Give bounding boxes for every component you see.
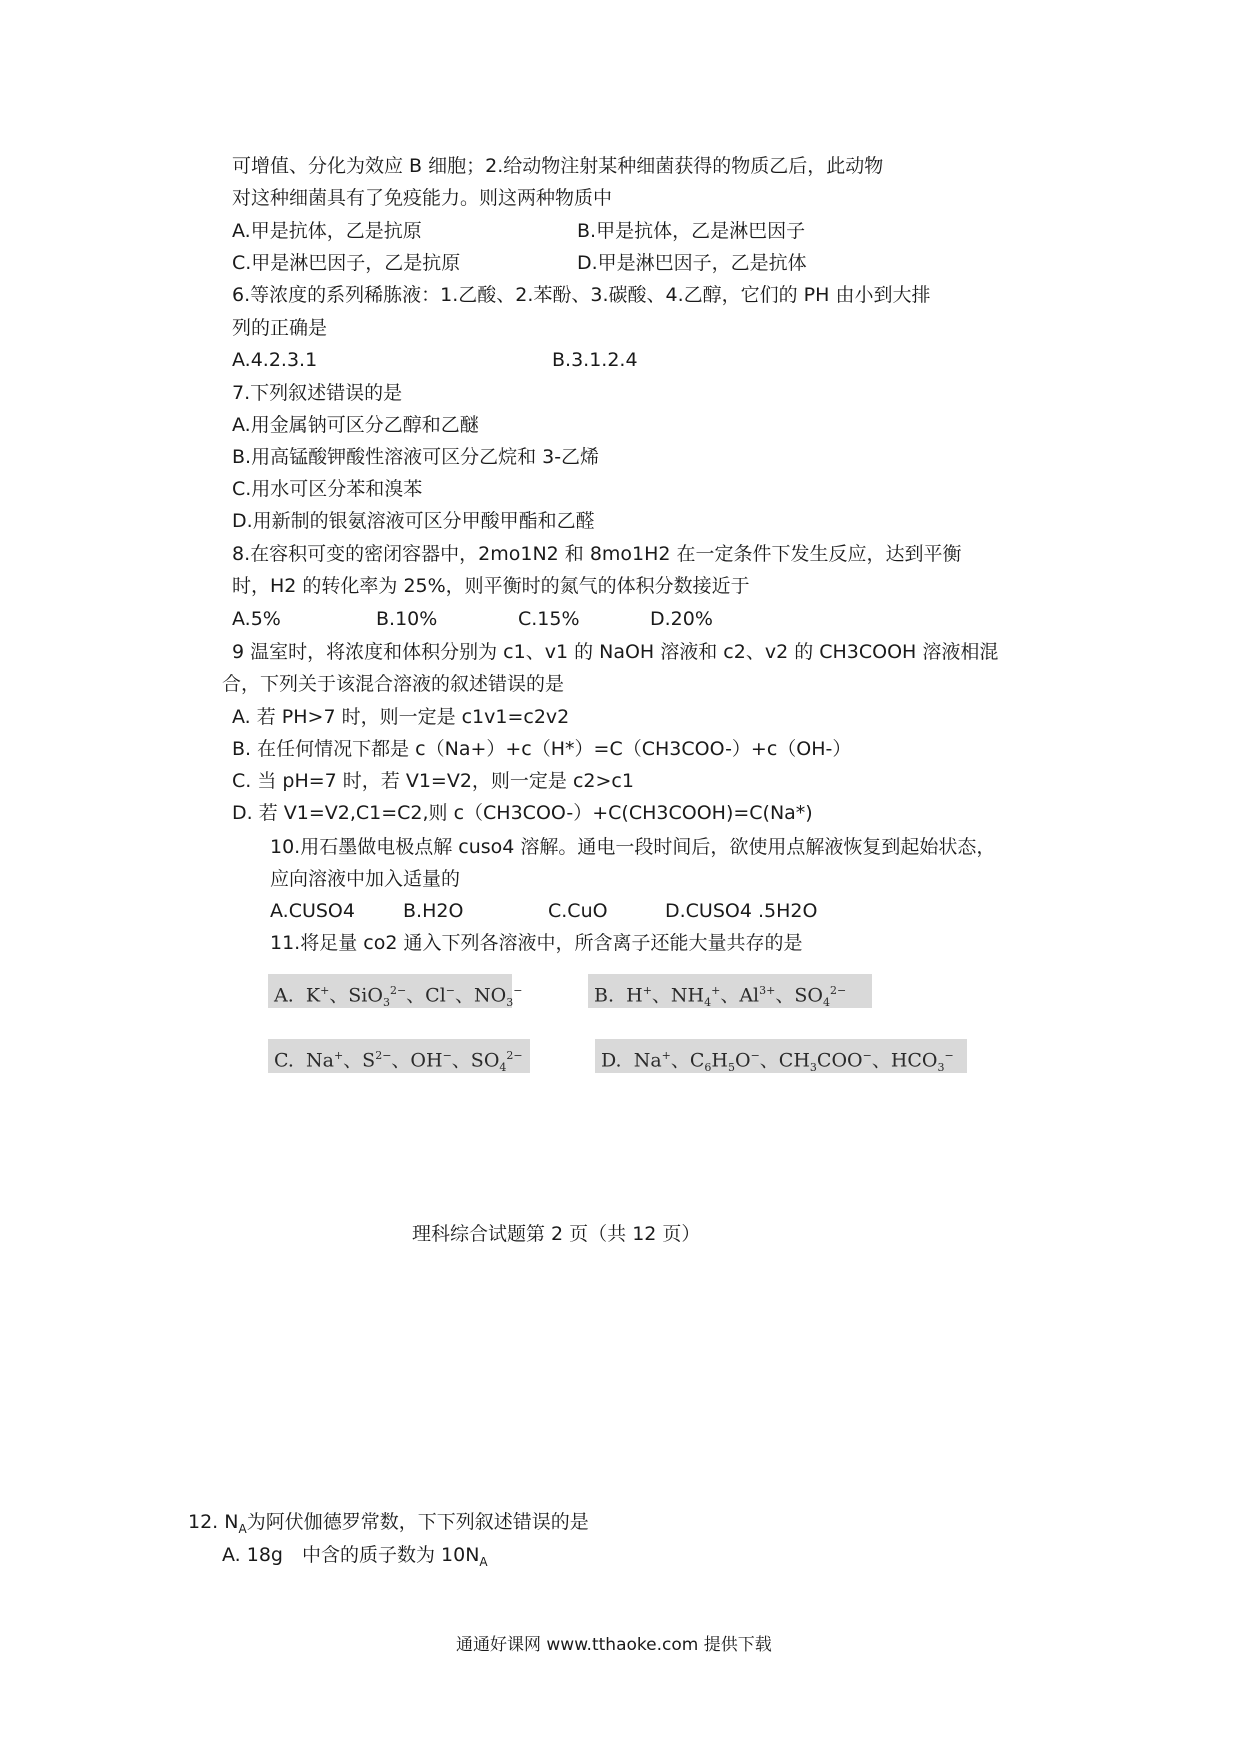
q11-option-d: D. Na+、$C_6H_5O^-$、$CH_3COO^-$、$HCO_3^-$ (595, 1039, 967, 1073)
q5-option-b: B.甲是抗体，乙是淋巴因子 (577, 220, 806, 242)
q10-text-line-2: 应向溶液中加入适量的 (270, 868, 461, 890)
q5-option-c: C.甲是淋巴因子，乙是抗原 (232, 252, 461, 274)
q7-option-c: C.用水可区分苯和溴苯 (232, 478, 423, 500)
q11-text: 11.将足量 co2 通入下列各溶液中，所含离子还能大量共存的是 (270, 932, 803, 954)
q8-option-b: B.10% (376, 608, 438, 630)
q9-text-line-1: 9 温室时，将浓度和体积分别为 c1、v1 的 NaOH 溶液和 c2、v2 的 CH3COOH 溶液相混 (232, 641, 999, 663)
q11-option-a: A. K+、SiO$_3^{2-}$、Cl−、$NO_3^-$ (268, 974, 512, 1008)
q8-option-a: A.5% (232, 608, 281, 630)
q10-option-c: C.CuO (548, 900, 608, 922)
q9-option-d: D. 若 V1=V2,C1=C2,则 c（CH3COO-）+C(CH3COOH)=C(Na*) (232, 802, 813, 824)
q9-text-line-2: 合，下列关于该混合溶液的叙述错误的是 (222, 673, 565, 695)
q9-option-c: C. 当 pH=7 时，若 V1=V2，则一定是 c2>c1 (232, 770, 634, 792)
q8-option-d: D.20% (650, 608, 713, 630)
q7-option-d: D.用新制的银氨溶液可区分甲酸甲酯和乙醛 (232, 510, 595, 532)
q11-option-c: C. Na+、$S^{2-}$、OH−、$SO_4^{2-}$ (268, 1039, 530, 1073)
site-footer: 通通好课网 www.tthaoke.com 提供下载 (456, 1635, 772, 1655)
q6-option-a: A.4.2.3.1 (232, 349, 318, 371)
q9-option-b: B. 在任何情况下都是 c（Na+）+c（H*）=C（CH3COO-）+c（OH-） (232, 738, 852, 760)
q7-option-b: B.用高锰酸钾酸性溶液可区分乙烷和 3-乙烯 (232, 446, 600, 468)
q9-option-a: A. 若 PH>7 时，则一定是 c1v1=c2v2 (232, 706, 570, 728)
q5-text-line-2: 对这种细菌具有了免疫能力。则这两种物质中 (232, 187, 613, 209)
q8-option-c: C.15% (518, 608, 580, 630)
q10-text-line-1: 10.用石墨做电极点解 cuso4 溶解。通电一段时间后，欲使用点解液恢复到起始状态， (270, 836, 996, 858)
q7-option-a: A.用金属钠可区分乙醇和乙醚 (232, 414, 479, 436)
q6-text-line-1: 6.等浓度的系列稀胨液：1.乙酸、2.苯酚、3.碳酸、4.乙醇，它们的 PH 由小到大排 (232, 284, 931, 306)
q10-option-b: B.H2O (403, 900, 464, 922)
q11-option-b: B. H+、$NH_4^+$、$Al^{3+}$、$SO_4^{2-}$ (588, 974, 872, 1008)
q7-text: 7.下列叙述错误的是 (232, 382, 403, 404)
page-number-footer: 理科综合试题第 2 页（共 12 页） (412, 1223, 701, 1245)
q5-option-a: A.甲是抗体，乙是抗原 (232, 220, 422, 242)
q8-text-line-1: 8.在容积可变的密闭容器中，2mo1N2 和 8mo1H2 在一定条件下发生反应，达到平衡 (232, 543, 962, 565)
q10-option-a: A.CUSO4 (270, 900, 355, 922)
q6-text-line-2: 列的正确是 (232, 317, 328, 339)
q10-option-d: D.CUSO4 .5H2O (665, 900, 818, 922)
q12-option-a: A. 18g 中含的质子数为 $10N_A$ (222, 1544, 488, 1569)
q5-option-d: D.甲是淋巴因子，乙是抗体 (577, 252, 807, 274)
q8-text-line-2: 时，H2 的转化率为 25%，则平衡时的氮气的体积分数接近于 (232, 575, 750, 597)
q6-option-b: B.3.1.2.4 (552, 349, 638, 371)
q12-text: 12. $N_A$为阿伏伽德罗常数，下下列叙述错误的是 (188, 1511, 589, 1536)
q5-text-line-1: 可增值、分化为效应 B 细胞；2.给动物注射某种细菌获得的物质乙后，此动物 (232, 155, 884, 177)
